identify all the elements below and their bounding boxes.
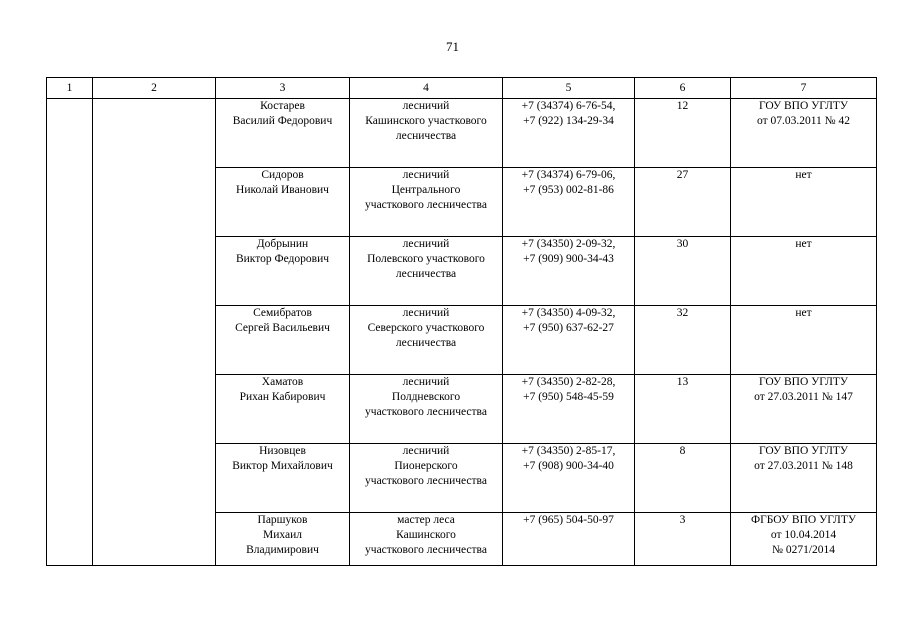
column-header: 7 [731,78,877,99]
phone-cell-line: +7 (965) 504-50-97 [523,514,614,526]
education-cell [731,237,877,306]
employee-name-cell-line: Виктор Федорович [235,253,330,265]
education-cell [731,444,877,513]
position-cell-line: лесничества [395,337,457,349]
position-cell-line: участкового лесничества [365,475,487,487]
phone-cell [503,444,635,513]
experience-cell: 12 [635,99,731,168]
position-cell-line: Северского участкового [367,322,485,334]
phone-cell-line: +7 (908) 900-34-40 [523,460,614,472]
column-header: 4 [350,78,503,99]
education-cell-line: ГОУ ВПО УГЛТУ [758,445,849,457]
education-cell-line: ГОУ ВПО УГЛТУ [758,376,849,388]
employee-name-cell-line: Костарев [260,100,305,112]
phone-cell [503,168,635,237]
position-cell-line: участкового лесничества [365,406,487,418]
experience-cell: 8 [635,444,731,513]
phone-cell [503,237,635,306]
education-cell-line: ГОУ ВПО УГЛТУ [758,100,849,112]
position-cell [350,513,503,566]
phone-cell-line: +7 (950) 637-62-27 [523,322,614,334]
employee-name-cell-line: Паршуков [257,514,308,526]
experience-cell: 30 [635,237,731,306]
employee-name-cell-line: Рихан Кабирович [239,391,326,403]
education-cell-line: ФГБОУ ВПО УГЛТУ [751,514,856,526]
education-cell [731,306,877,375]
position-cell-line: лесничий [402,307,450,319]
education-cell [731,99,877,168]
column-header: 5 [503,78,635,99]
position-cell-line: лесничий [402,169,450,181]
employee-name-cell-line: Николай Иванович [236,184,329,196]
position-cell [350,99,503,168]
employee-name-cell [216,375,350,444]
position-cell [350,168,503,237]
experience-cell: 3 [635,513,731,566]
employee-name-cell [216,513,350,566]
phone-cell-line: +7 (34350) 2-82-28, [521,376,616,388]
experience-cell: 27 [635,168,731,237]
merged-cell-col2 [93,99,216,566]
education-cell-line: нет [795,169,812,181]
merged-cell-col1 [47,99,93,566]
position-cell-line: участкового лесничества [365,199,487,211]
position-cell-line: Центрального [391,184,461,196]
phone-cell-line: +7 (34350) 4-09-32, [521,307,616,319]
position-cell [350,237,503,306]
experience-cell: 13 [635,375,731,444]
position-cell [350,306,503,375]
employee-name-cell-line: Сидоров [261,169,304,181]
education-cell [731,375,877,444]
page-number: 71 [446,39,459,54]
employee-name-cell-line: Виктор Михайлович [232,460,333,472]
position-cell-line: лесничий [402,376,450,388]
phone-cell-line: +7 (34374) 6-76-54, [521,100,616,112]
experience-cell: 32 [635,306,731,375]
education-cell-line: от 07.03.2011 № 42 [756,115,851,127]
phone-cell-line: +7 (34350) 2-85-17, [521,445,616,457]
education-cell [731,513,877,566]
phone-cell-line: +7 (922) 134-29-34 [523,115,614,127]
employee-name-cell-line: Семибратов [253,307,312,319]
phone-cell [503,513,635,566]
phone-cell [503,99,635,168]
position-cell-line: лесничий [402,100,450,112]
phone-cell [503,306,635,375]
phone-cell-line: +7 (953) 002-81-86 [523,184,614,196]
position-cell-line: Полевского участкового [367,253,485,265]
position-cell-line: лесничества [395,268,457,280]
education-cell [731,168,877,237]
employee-name-cell [216,237,350,306]
employee-name-cell-line: Василий Федорович [232,115,333,127]
position-cell-line: мастер леса [397,514,455,526]
employee-name-cell-line: Михаил [263,529,302,541]
staff-table [46,77,877,566]
employee-name-cell [216,99,350,168]
employee-name-cell [216,444,350,513]
position-cell-line: лесничества [395,130,457,142]
phone-cell-line: +7 (34374) 6-79-06, [521,169,616,181]
education-cell-line: от 10.04.2014 [770,529,837,541]
position-cell [350,375,503,444]
phone-cell-line: +7 (950) 548-45-59 [523,391,614,403]
education-cell-line: № 0271/2014 [771,544,836,556]
column-header: 2 [93,78,216,99]
position-cell-line: Кашинского [396,529,456,541]
header-row [47,78,877,99]
position-cell-line: Пионерского [394,460,458,472]
employee-name-cell-line: Хаматов [261,376,304,388]
employee-name-cell [216,168,350,237]
phone-cell [503,375,635,444]
position-cell-line: Полдневского [391,391,461,403]
position-cell-line: участкового лесничества [365,544,487,556]
employee-name-cell [216,306,350,375]
phone-cell-line: +7 (34350) 2-09-32, [521,238,616,250]
employee-name-cell-line: Сергей Васильевич [235,322,330,334]
education-cell-line: от 27.03.2011 № 147 [754,391,853,403]
education-cell-line: нет [795,238,812,250]
phone-cell-line: +7 (909) 900-34-43 [523,253,614,265]
column-header: 1 [47,78,93,99]
employee-name-cell-line: Низовцев [259,445,306,457]
column-header: 6 [635,78,731,99]
education-cell-line: от 27.03.2011 № 148 [754,460,853,472]
position-cell-line: лесничий [402,238,450,250]
position-cell-line: Кашинского участкового [365,115,487,127]
position-cell-line: лесничий [402,445,450,457]
column-header: 3 [216,78,350,99]
employee-name-cell-line: Добрынин [256,238,309,250]
position-cell [350,444,503,513]
table-row [47,99,877,168]
education-cell-line: нет [795,307,812,319]
employee-name-cell-line: Владимирович [246,544,319,556]
